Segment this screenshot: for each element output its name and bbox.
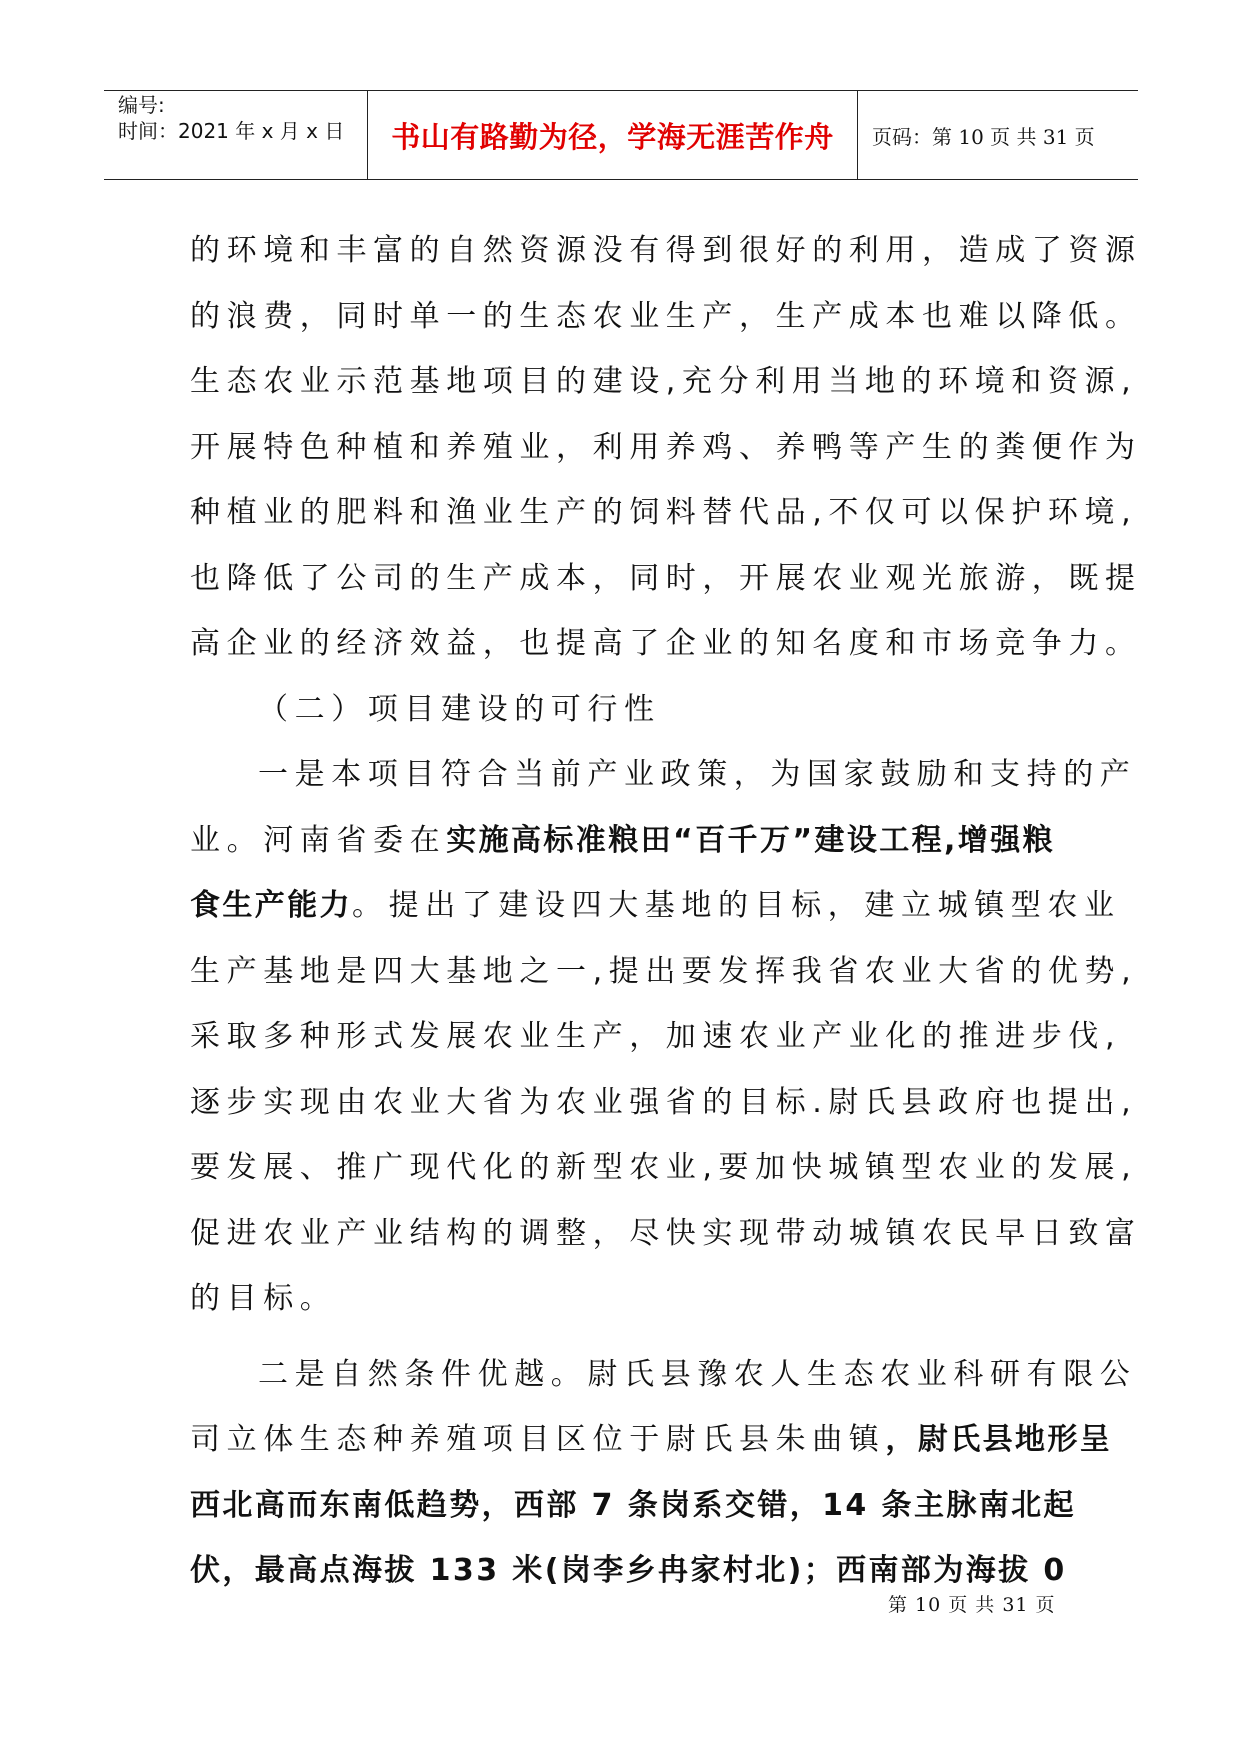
body-line: 要发展、推广现代化的新型农业,要加快城镇型农业的发展, [190, 1150, 1138, 1185]
body-line: 高企业的经济效益，也提高了企业的知名度和市场竞争力。 [190, 626, 1142, 661]
document-body [190, 218, 1142, 1604]
body-line: 的浪费，同时单一的生态农业生产，生产成本也难以降低。 [190, 298, 1142, 334]
body-line: 促进农业产业结构的调整，尽快实现带动城镇农民早日致富 [190, 1215, 1142, 1251]
page-header [104, 90, 1138, 180]
body-line [190, 873, 1121, 939]
header-meta [104, 91, 368, 179]
bold-text: 实施高标准粮田“百千万”建设工程,增强粮 [446, 822, 1056, 858]
date-label: 时间：2021 年 x 月 x 日 [118, 119, 345, 143]
body-text: 业。河南省委在 [190, 822, 447, 858]
body-text: 。提出了建设四大基地的目标，建立城镇型农业 [352, 888, 1121, 923]
body-line: 二是自然条件优越。尉氏县豫农人生态农业科研有限公 [258, 1356, 1137, 1392]
body-text: 司立体生态种养殖项目区位于尉氏县朱曲镇 [190, 1422, 886, 1457]
serial-number-label: 编号: [118, 93, 165, 117]
body-line: 一是本项目符合当前产业政策，为国家鼓励和支持的产 [258, 757, 1137, 792]
body-line: 生产基地是四大基地之一,提出要发挥我省农业大省的优势, [190, 953, 1138, 989]
body-line [190, 808, 1070, 874]
page-footer: 第 10 页 共 31 页 [888, 1594, 1056, 1616]
body-line: 逐步实现由农业大省为农业强省的目标.尉氏县政府也提出, [190, 1084, 1138, 1120]
bold-text: ，尉氏县地形呈 [885, 1422, 1113, 1457]
body-line: 的目标。 [190, 1281, 337, 1316]
body-line: 也降低了公司的生产成本，同时，开展农业观光旅游，既提 [190, 560, 1142, 596]
body-line: 生态农业示范基地项目的建设,充分利用当地的环境和资源, [190, 364, 1138, 399]
bold-text: 食生产能力 [190, 888, 352, 923]
body-line [190, 1407, 1113, 1473]
body-line [190, 1473, 1076, 1539]
body-line: 开展特色种植和养殖业，利用养鸡、养鸭等产生的粪便作为 [190, 429, 1142, 465]
body-line: 采取多种形式发展农业生产，加速农业产业化的推进步伐, [190, 1019, 1122, 1054]
bold-text: 西北高而东南低趋势，西部 7 条岗系交错，14 条主脉南北起 [190, 1487, 1076, 1523]
header-motto: 书山有路勤为径，学海无涯苦作舟 [368, 91, 858, 179]
bold-text: 伏，最高点海拔 133 米(岗李乡冉家村北)；西南部为海拔 0 [190, 1553, 1067, 1588]
header-page-code: 页码：第 10 页 共 31 页 [872, 124, 1095, 149]
body-line: 种植业的肥料和渔业生产的饲料替代品,不仅可以保护环境, [190, 495, 1138, 530]
body-line: 的环境和丰富的自然资源没有得到很好的利用，造成了资源 [190, 233, 1142, 268]
section-heading: （二）项目建设的可行性 [258, 691, 661, 727]
